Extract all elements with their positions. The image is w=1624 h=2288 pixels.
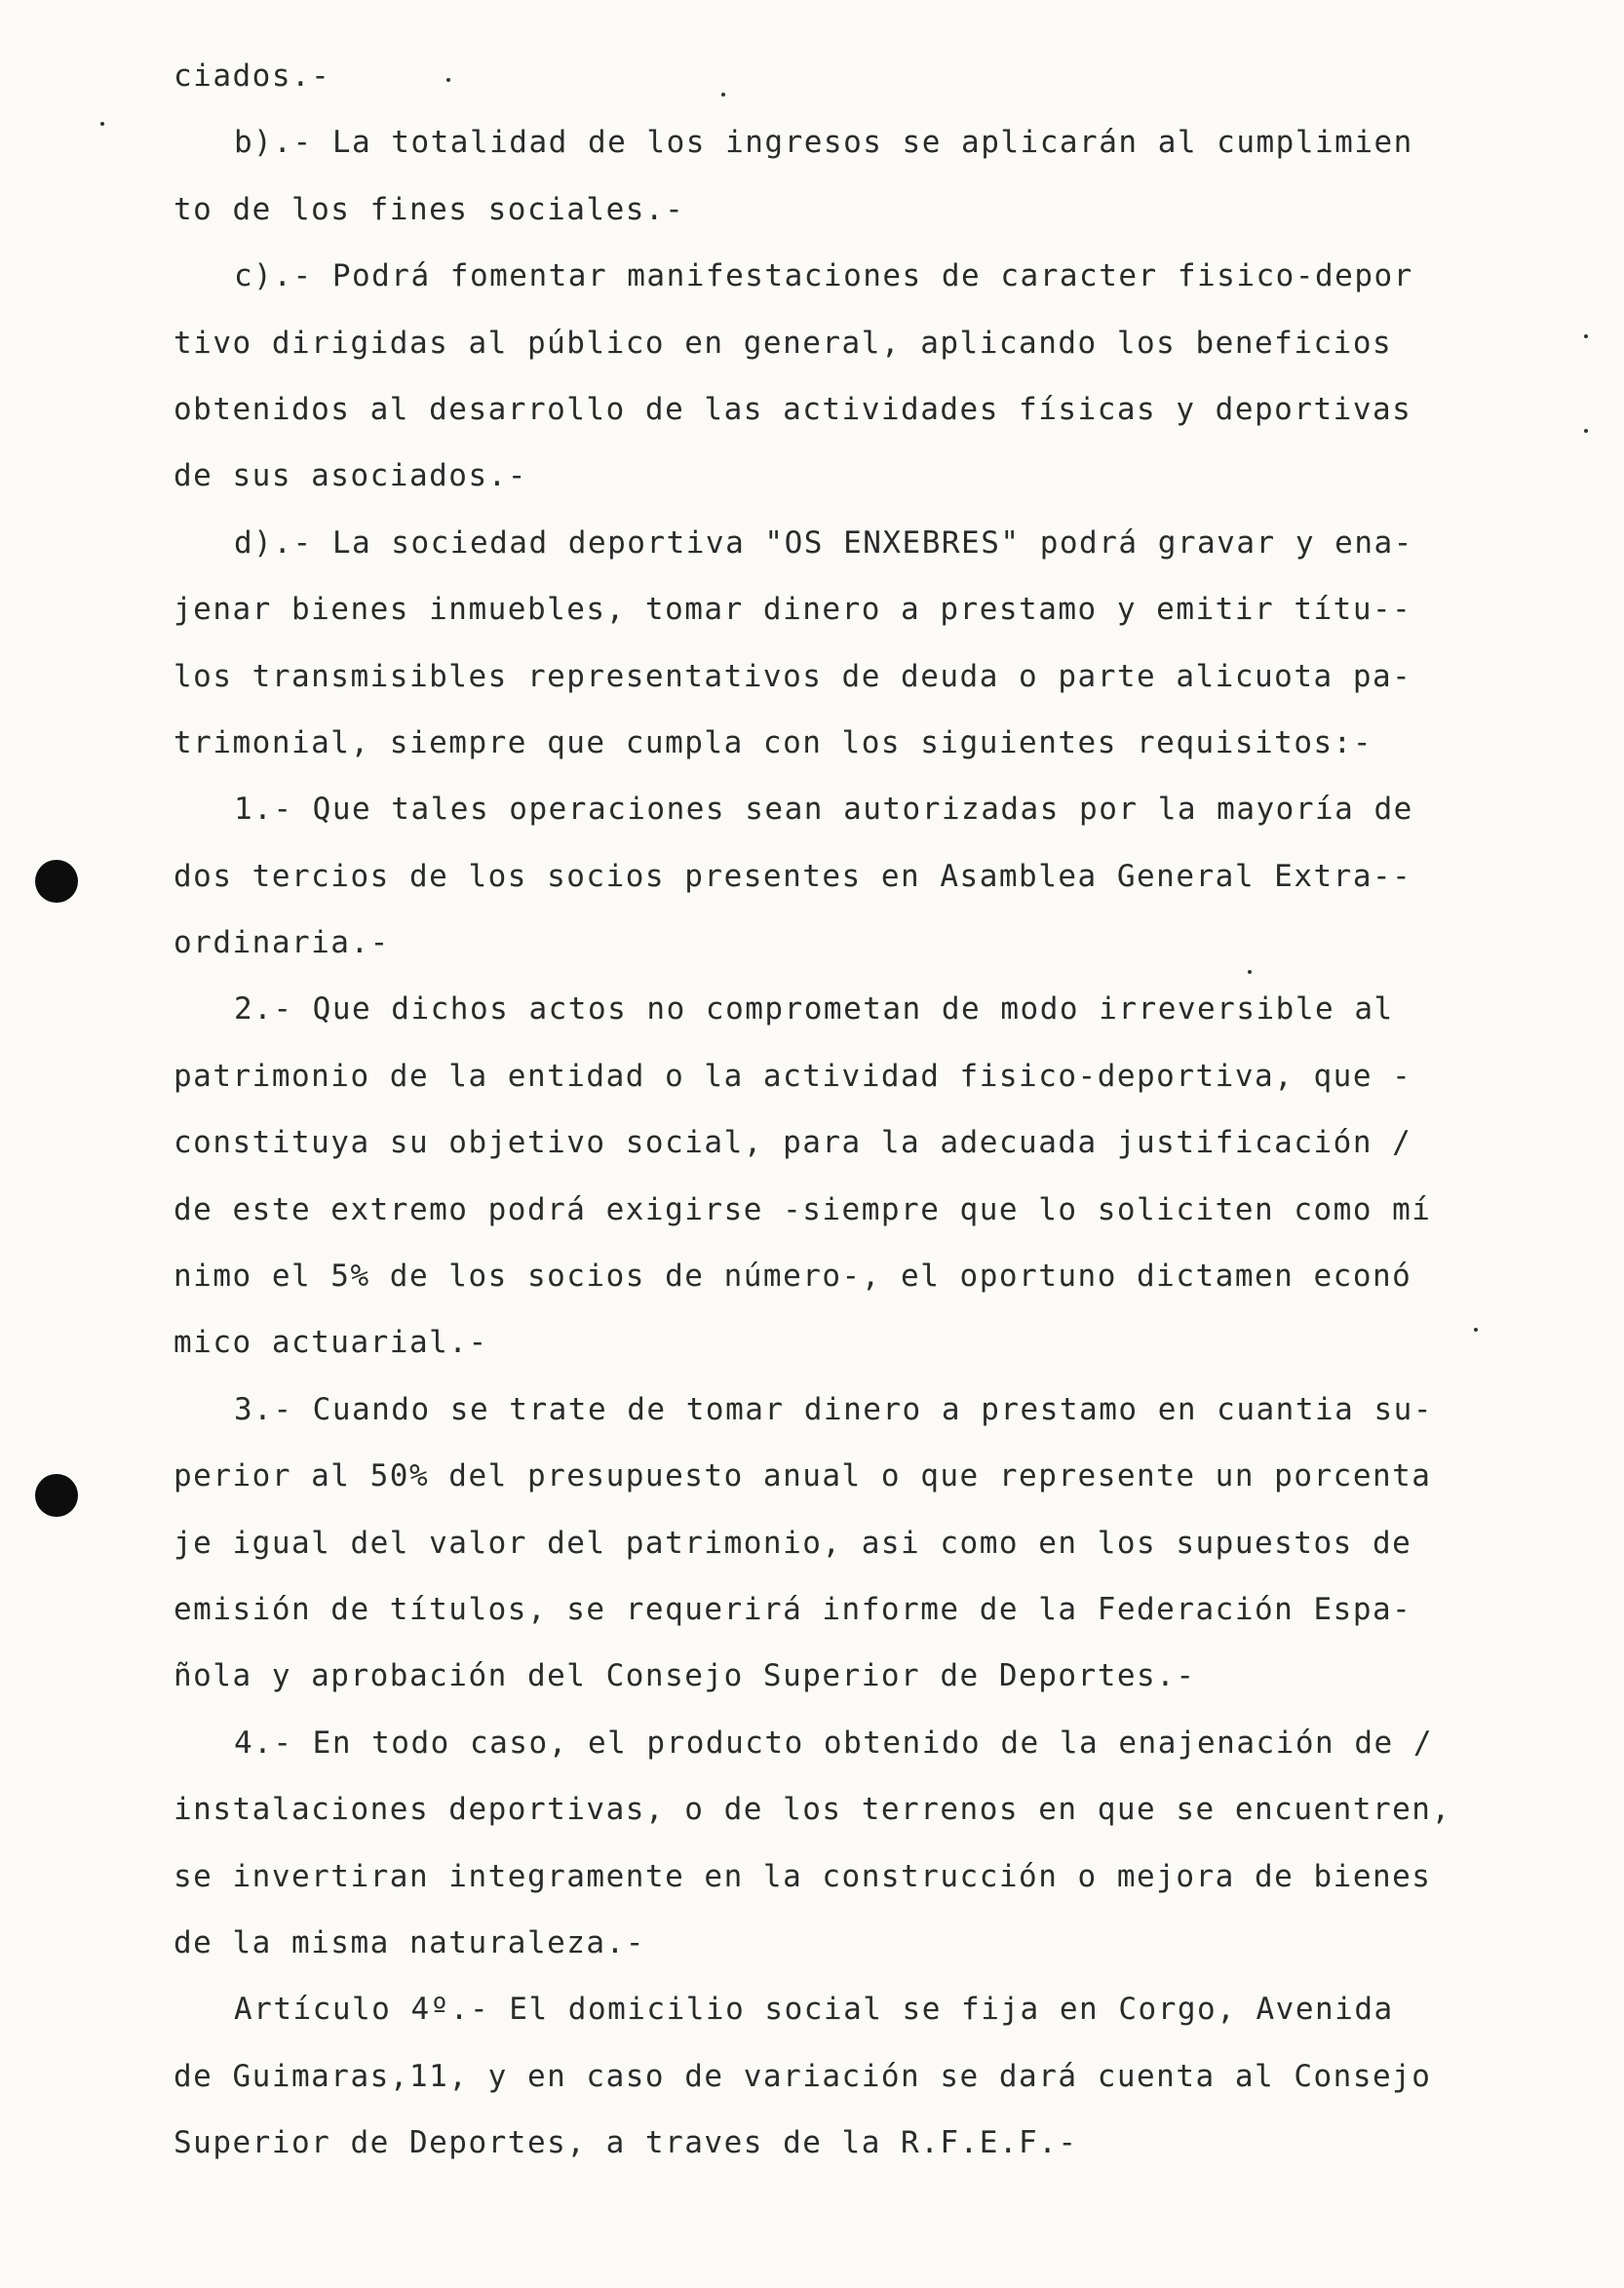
text-line: patrimonio de la entidad o la actividad fisico-deportiva, que - — [174, 1058, 1412, 1094]
text-line: de sus asociados.- — [174, 458, 527, 494]
text-line: Superior de Deportes, a traves de la R.F.E.F.- — [174, 2125, 1078, 2161]
text-line: 4.- En todo caso, el producto obtenido de la enajenación de / — [234, 1725, 1433, 1761]
text-line: emisión de títulos, se requerirá informe de la Federación Espa- — [174, 1591, 1412, 1627]
text-line: tivo dirigidas al público en general, aplicando los beneficios — [174, 325, 1393, 361]
binder-hole-top — [35, 860, 78, 903]
text-line: b).- La totalidad de los ingresos se aplicarán al cumplimien — [234, 125, 1413, 161]
scan-speck — [1584, 429, 1588, 433]
text-line: c).- Podrá fomentar manifestaciones de caracter fisico-depor — [234, 258, 1413, 294]
scan-speck — [1584, 334, 1588, 338]
text-line: se invertiran integramente en la construcción o mejora de bienes — [174, 1858, 1432, 1894]
binder-hole-bottom — [35, 1474, 78, 1517]
text-line: 2.- Que dichos actos no comprometan de modo irreversible al — [234, 991, 1394, 1028]
text-line: to de los fines sociales.- — [174, 191, 685, 227]
text-line: dos tercios de los socios presentes en Asamblea General Extra-- — [174, 858, 1412, 894]
text-line: 3.- Cuando se trate de tomar dinero a prestamo en cuantia su- — [234, 1391, 1433, 1427]
text-line: constituya su objetivo social, para la adecuada justificación / — [174, 1125, 1412, 1161]
text-line: de la misma naturaleza.- — [174, 1924, 645, 1960]
text-line: nimo el 5% de los socios de número-, el oportuno dictamen econó — [174, 1259, 1412, 1295]
text-line: mico actuarial.- — [174, 1325, 488, 1361]
text-line: d).- La sociedad deportiva "OS ENXEBRES" podrá gravar y ena- — [234, 524, 1413, 561]
text-line: los transmisibles representativos de deuda o parte alicuota pa- — [174, 658, 1412, 694]
text-line: 1.- Que tales operaciones sean autorizadas por la mayoría de — [234, 792, 1413, 828]
scan-speck — [100, 122, 104, 126]
text-line: de Guimaras,11, y en caso de variación se dará cuenta al Consejo — [174, 2058, 1432, 2094]
document-body — [174, 51, 1499, 2185]
text-line: trimonial, siempre que cumpla con los siguientes requisitos:- — [174, 724, 1373, 760]
text-line: instalaciones deportivas, o de los terrenos en que se encuentren, — [174, 1792, 1451, 1828]
text-line: ciados.- — [174, 58, 331, 94]
text-line: ñola y aprobación del Consejo Superior de Deportes.- — [174, 1658, 1196, 1694]
text-line: Artículo 4º.- El domicilio social se fija en Corgo, Avenida — [234, 1992, 1394, 2028]
text-line: je igual del valor del patrimonio, asi como en los supuestos de — [174, 1525, 1412, 1561]
text-line: jenar bienes inmuebles, tomar dinero a prestamo y emitir títu-- — [174, 592, 1412, 628]
text-line: de este extremo podrá exigirse -siempre que lo soliciten como mí — [174, 1191, 1432, 1227]
text-line: perior al 50% del presupuesto anual o que represente un porcenta — [174, 1458, 1432, 1494]
text-line: obtenidos al desarrollo de las actividades físicas y deportivas — [174, 391, 1412, 427]
text-line: ordinaria.- — [174, 925, 390, 961]
